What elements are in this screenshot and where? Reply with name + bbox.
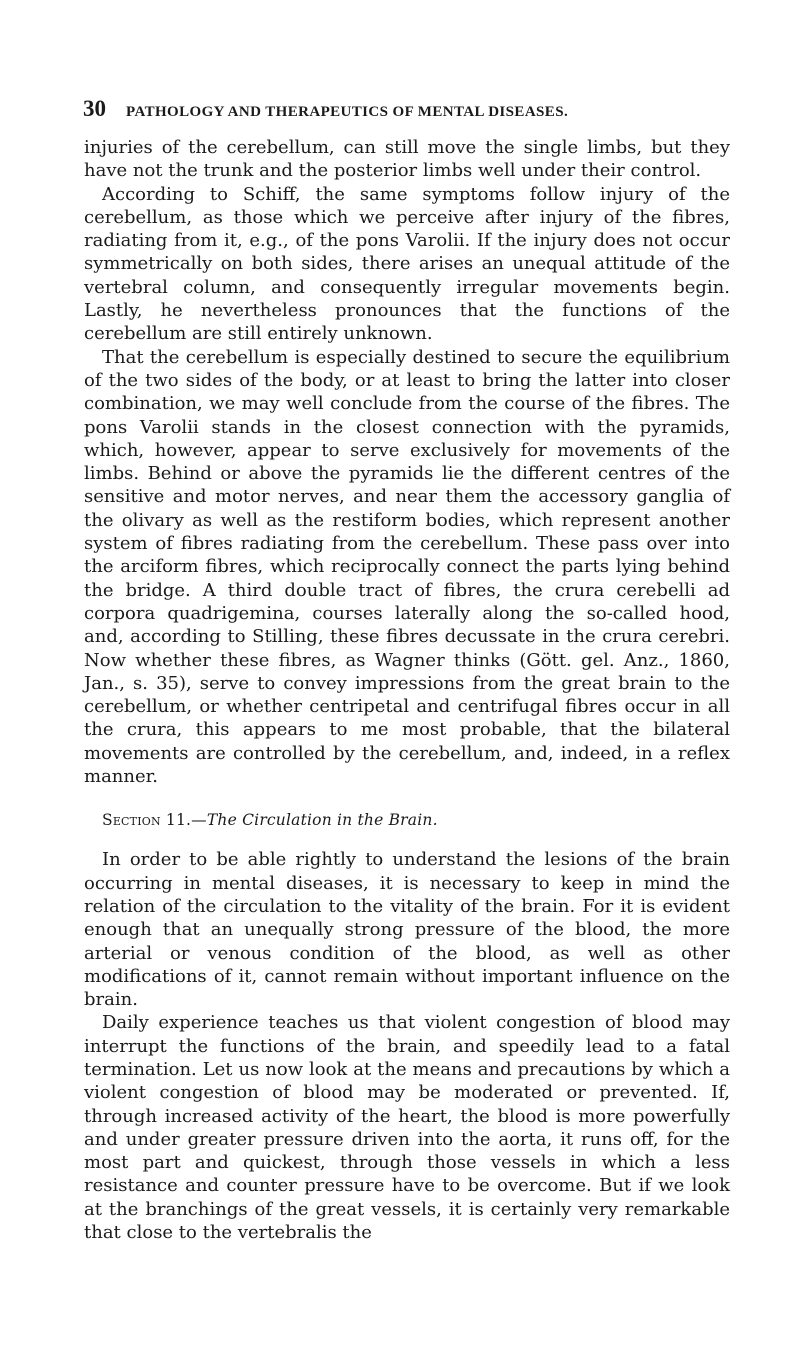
book-page (84, 96, 730, 1244)
paragraph: In order to be able rightly to understand the lesions of the brain occurring in mental diseases, it is necessary to keep in mind the relation of the circulation to the vitality of the brain. For it is evident enough that an unequally strong pressure of the blood, the more arterial or venous condition of the blood, as well as other modifications of it, cannot remain without important influence on the brain. (84, 849, 730, 1011)
paragraph: Daily experience teaches us that violent congestion of blood may interrupt the functions of the brain, and speedily lead to a fatal termination. Let us now look at the means and precautions by which a violent congestion of blood may be moderated or prevented. If, through increased activity of the heart, the blood is more powerfully and under greater pressure driven into the aorta, it runs off, for the most part and quickest, through those vessels in which a less resistance and counter pressure have to be overcome. But if we look at the branchings of the great vessels, it is certainly very remarkable that close to the vertebralis the (84, 1012, 730, 1244)
running-head (84, 96, 730, 122)
paragraph: injuries of the cerebellum, can still move the single limbs, but they have not the trunk and the posterior limbs well under their control. (84, 137, 730, 182)
section-dash: — (191, 811, 207, 830)
body-text (84, 136, 730, 1244)
section-label: Section 11. (102, 811, 192, 830)
running-title: PATHOLOGY AND THERAPEUTICS OF MENTAL DISEASES. (126, 104, 569, 120)
page-number: 30 (83, 96, 106, 121)
section-title: The Circulation in the Brain. (206, 811, 438, 830)
section-heading (84, 810, 730, 830)
paragraph: According to Schiff, the same symptoms follow injury of the cerebellum, as those which we perceive after injury of the fibres, radiating from it, e.g., of the pons Varolii. If the injury does not occur symmetrically on both sides, there arises an unequal attitude of the vertebral column, and consequently irregular movements begin. Lastly, he nevertheless pronounces that the functions of the cerebellum are still entirely unknown. (84, 183, 730, 345)
paragraph: That the cerebellum is especially destined to secure the equilibrium of the two sides of the body, or at least to bring the latter into closer combination, we may well conclude from the course of the fibres. The pons Varolii stands in the closest connection with the pyramids, which, however, appear to serve exclusively for movements of the limbs. Behind or above the pyramids lie the different centres of the sensitive and motor nerves, and near them the accessory ganglia of the olivary as well as the restiform bodies, which represent another system of fibres radiating from the cerebellum. These pass over into the arciform fibres, which reciprocally connect the parts lying behind the bridge. A third double tract of fibres, the crura cerebelli ad corpora quadrigemina, courses laterally along the so-called hood, and, according to Stilling, these fibres decussate in the crura cerebri. Now whether these fibres, as Wagner thinks (Gött. gel. Anz., 1860, Jan., s. 35), serve to convey impressions from the great brain to the cerebellum, or whether centripetal and centrifugal fibres occur in all the crura, this appears to me most probable, that the bilateral movements are controlled by the cerebellum, and, indeed, in a reflex manner. (84, 346, 730, 788)
